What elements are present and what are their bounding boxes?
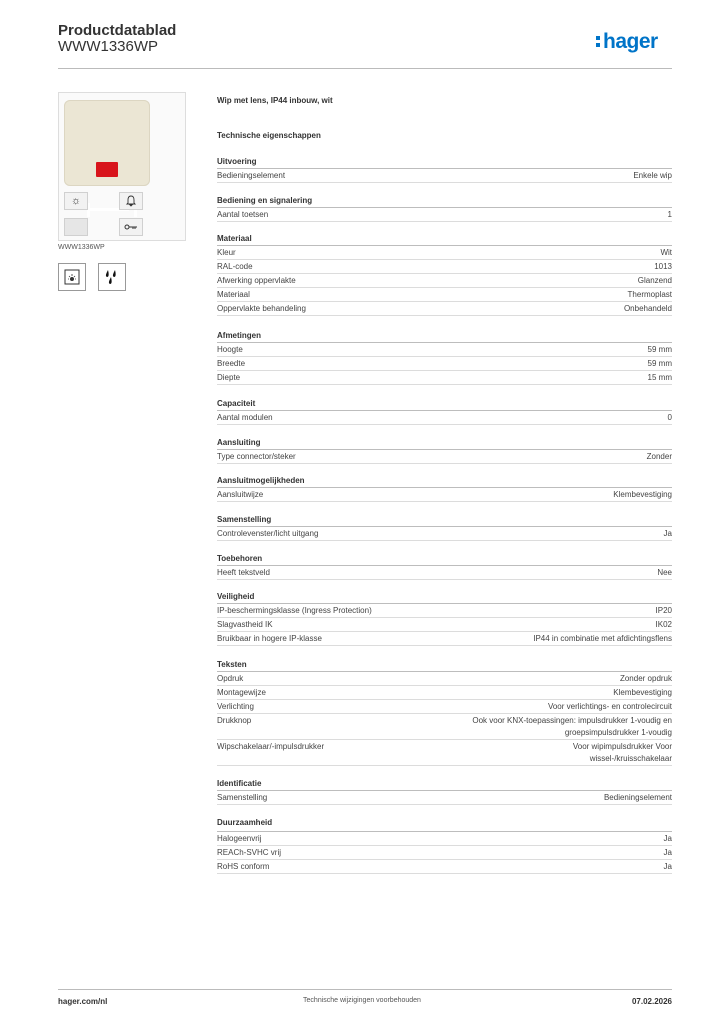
row-label: Aansluitwijze bbox=[217, 490, 264, 499]
section-capaciteit bbox=[217, 398, 672, 425]
section-title: Teksten bbox=[217, 659, 672, 672]
section-title: Capaciteit bbox=[217, 398, 672, 411]
row-value: Klembevestiging bbox=[613, 688, 672, 697]
table-row bbox=[217, 632, 672, 646]
row-label: Wipschakelaar/-impulsdrukker bbox=[217, 742, 325, 751]
table-row bbox=[217, 274, 672, 288]
row-value: 59 mm bbox=[647, 359, 672, 368]
row-label: Aantal toetsen bbox=[217, 210, 269, 219]
table-row bbox=[217, 860, 672, 874]
section-title: Veiligheid bbox=[217, 591, 672, 604]
footer-disclaimer: Technische wijzigingen voorbehouden bbox=[303, 997, 421, 1004]
section-title: Aansluitmogelijkheden bbox=[217, 475, 672, 488]
row-label: Materiaal bbox=[217, 290, 250, 299]
section-samenstelling bbox=[217, 514, 672, 541]
row-value: Voor verlichtings- en controlecircuit bbox=[547, 702, 672, 711]
tech-properties-title: Technische eigenschappen bbox=[217, 131, 321, 140]
table-row bbox=[217, 527, 672, 541]
row-value: IP20 bbox=[655, 606, 672, 615]
row-label: Bruikbaar in hogere IP-klasse bbox=[217, 634, 322, 643]
product-description: Wip met lens, IP44 inbouw, wit bbox=[217, 96, 333, 105]
row-value: Ook voor KNX-toepassingen: impulsdrukker 1-voudig en groepsimpulsdrukker 1-voudig bbox=[472, 716, 672, 737]
row-label: Halogeenvrij bbox=[217, 834, 262, 843]
header-divider bbox=[58, 68, 672, 69]
table-row bbox=[217, 288, 672, 302]
row-label: RoHS conform bbox=[217, 862, 270, 871]
section-title: Afmetingen bbox=[217, 330, 672, 343]
section-title: Uitvoering bbox=[217, 156, 672, 169]
table-row bbox=[217, 672, 672, 686]
table-row bbox=[217, 208, 672, 222]
table-row bbox=[217, 846, 672, 860]
row-label: Oppervlakte behandeling bbox=[217, 304, 306, 313]
row-value: Bedieningselement bbox=[603, 793, 672, 802]
section-uitvoering bbox=[217, 156, 672, 183]
logo-text: hager bbox=[603, 30, 658, 53]
table-row bbox=[217, 832, 672, 846]
row-value: Nee bbox=[657, 568, 672, 577]
row-value: 15 mm bbox=[647, 373, 672, 382]
sun-icon: ☼ bbox=[64, 192, 88, 210]
row-value: Ja bbox=[663, 529, 672, 538]
row-label: REACh-SVHC vrij bbox=[217, 848, 282, 857]
footer-divider bbox=[58, 989, 672, 990]
row-value: Klembevestiging bbox=[613, 490, 672, 499]
table-row bbox=[217, 566, 672, 580]
table-row bbox=[217, 740, 672, 766]
row-label: Hoogte bbox=[217, 345, 243, 354]
row-value: Ja bbox=[663, 834, 672, 843]
table-row bbox=[217, 791, 672, 805]
row-label: Aantal modulen bbox=[217, 413, 273, 422]
row-value: Ja bbox=[663, 848, 672, 857]
section-bediening bbox=[217, 195, 672, 222]
table-row bbox=[217, 246, 672, 260]
section-afmetingen bbox=[217, 330, 672, 385]
row-label: Diepte bbox=[217, 373, 241, 382]
row-value: Onbehandeld bbox=[623, 304, 672, 313]
row-value: IP44 in combinatie met afdichtingsflens bbox=[533, 634, 672, 643]
row-value: Ja bbox=[663, 862, 672, 871]
page-title: Productdatablad bbox=[58, 22, 177, 39]
table-row bbox=[217, 714, 672, 740]
table-row bbox=[217, 450, 672, 464]
bell-icon bbox=[119, 192, 143, 210]
table-row bbox=[217, 686, 672, 700]
table-row bbox=[217, 700, 672, 714]
row-value: Thermoplast bbox=[627, 290, 672, 299]
section-title: Materiaal bbox=[217, 233, 672, 246]
row-label: Drukknop bbox=[217, 716, 252, 725]
row-label: Slagvastheid IK bbox=[217, 620, 273, 629]
row-label: Breedte bbox=[217, 359, 246, 368]
row-label: Heeft tekstveld bbox=[217, 568, 270, 577]
row-value: Wit bbox=[660, 248, 672, 257]
indoor-light-symbol-icon bbox=[58, 263, 86, 291]
table-row bbox=[217, 618, 672, 632]
row-label: Type connector/steker bbox=[217, 452, 296, 461]
splash-water-symbol-icon bbox=[98, 263, 126, 291]
row-label: Bedieningselement bbox=[217, 171, 286, 180]
switch-plate bbox=[64, 100, 150, 186]
row-value: 1013 bbox=[654, 262, 672, 271]
table-row bbox=[217, 302, 672, 316]
row-label: RAL-code bbox=[217, 262, 253, 271]
row-value: IK02 bbox=[655, 620, 672, 629]
product-image bbox=[58, 92, 186, 241]
row-label: Montagewijze bbox=[217, 688, 266, 697]
row-value: 59 mm bbox=[647, 345, 672, 354]
row-label: Kleur bbox=[217, 248, 236, 257]
table-row bbox=[217, 411, 672, 425]
section-aansluiting bbox=[217, 437, 672, 464]
footer-date: 07.02.2026 bbox=[631, 997, 672, 1006]
row-label: Controlevenster/licht uitgang bbox=[217, 529, 319, 538]
logo-dots-icon bbox=[596, 34, 601, 48]
section-title: Bediening en signalering bbox=[217, 195, 672, 208]
section-materiaal bbox=[217, 233, 672, 316]
table-row bbox=[217, 357, 672, 371]
table-row bbox=[217, 343, 672, 357]
row-value: Zonder bbox=[646, 452, 672, 461]
row-value: Voor wipimpulsdrukker Voor wissel-/kruisschakelaar bbox=[572, 742, 672, 763]
blank-insert-icon bbox=[64, 218, 88, 236]
section-title: Aansluiting bbox=[217, 437, 672, 450]
row-value: Glanzend bbox=[637, 276, 672, 285]
red-lens bbox=[96, 162, 118, 177]
row-value: Enkele wip bbox=[633, 171, 672, 180]
row-label: Samenstelling bbox=[217, 793, 268, 802]
section-title: Identificatie bbox=[217, 778, 672, 791]
table-row bbox=[217, 604, 672, 618]
section-toebehoren bbox=[217, 553, 672, 580]
row-label: Afwerking oppervlakte bbox=[217, 276, 296, 285]
table-row bbox=[217, 488, 672, 502]
hager-logo bbox=[596, 30, 658, 54]
section-teksten bbox=[217, 659, 672, 766]
section-title: Duurzaamheid bbox=[217, 818, 273, 827]
key-icon bbox=[119, 218, 143, 236]
table-row bbox=[217, 260, 672, 274]
row-value: 1 bbox=[667, 210, 672, 219]
product-code: WWW1336WP bbox=[58, 38, 159, 55]
row-label: Verlichting bbox=[217, 702, 254, 711]
section-title: Samenstelling bbox=[217, 514, 672, 527]
table-row bbox=[217, 169, 672, 183]
row-label: Opdruk bbox=[217, 674, 244, 683]
section-aansluitmogelijkheden bbox=[217, 475, 672, 502]
section-title: Toebehoren bbox=[217, 553, 672, 566]
row-label: IP-beschermingsklasse (Ingress Protection) bbox=[217, 606, 372, 615]
section-veiligheid bbox=[217, 591, 672, 646]
section-duurzaamheid bbox=[217, 817, 672, 874]
footer-website-link[interactable]: hager.com/nl bbox=[58, 997, 108, 1006]
image-caption: WWW1336WP bbox=[58, 244, 105, 251]
row-value: Zonder opdruk bbox=[619, 674, 672, 683]
row-value: 0 bbox=[667, 413, 672, 422]
section-identificatie bbox=[217, 778, 672, 805]
table-row bbox=[217, 371, 672, 385]
